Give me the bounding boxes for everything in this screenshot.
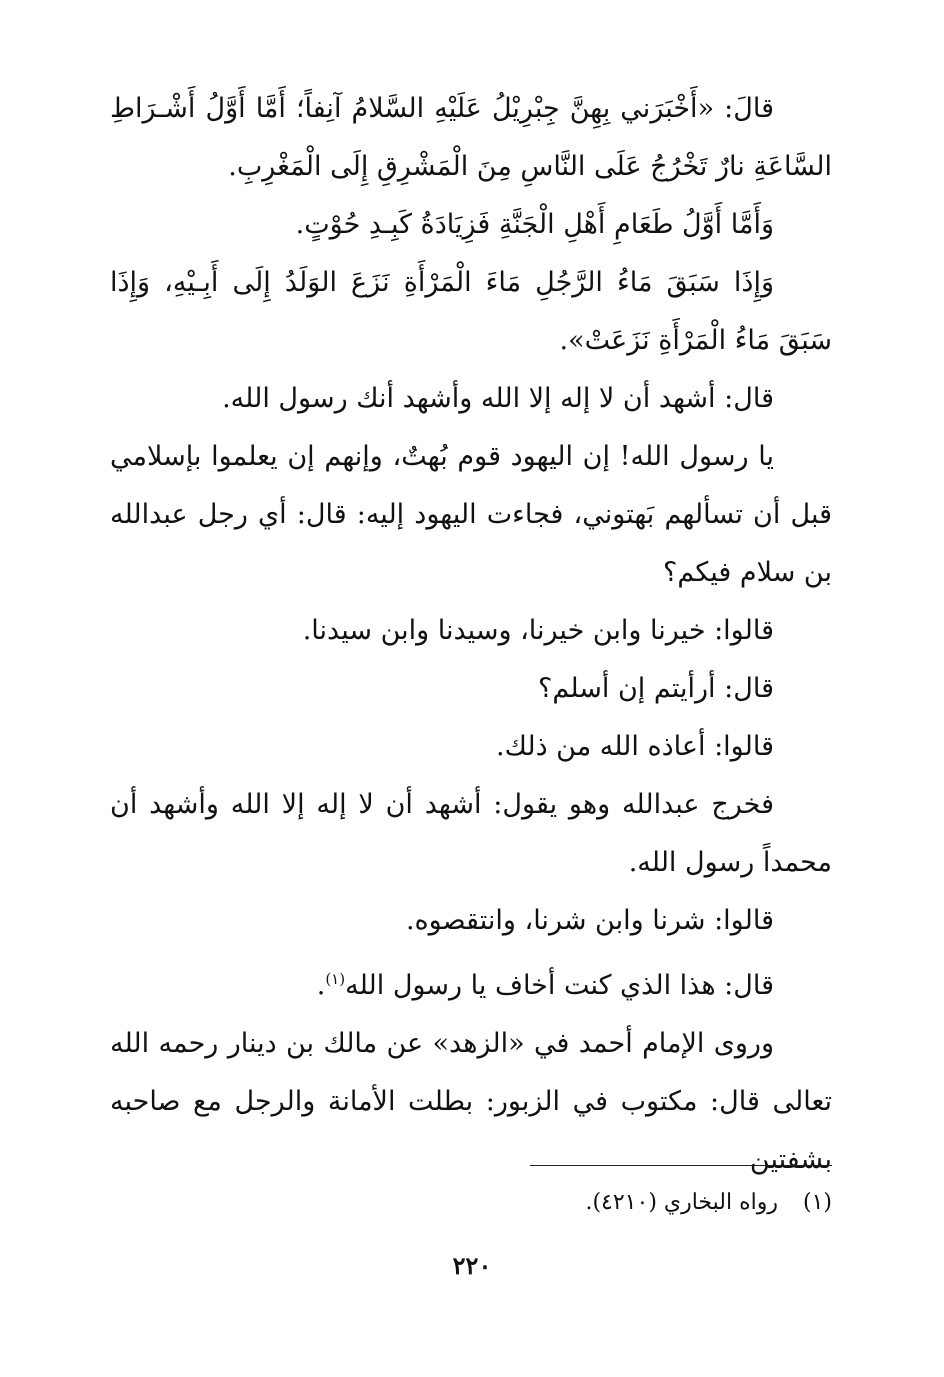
page-body <box>110 80 832 1189</box>
paragraph-abdullah-came-out: فخرج عبدالله وهو يقول: أشهد أن لا إله إلا الله وأشهد أن محمداً رسول الله. <box>110 789 832 878</box>
paragraph-they-said-best: قالوا: خيرنا وابن خيرنا، وسيدنا وابن سيدنا. <box>302 615 774 646</box>
paragraph-if-he-converts: قال: أرأيتم إن أسلم؟ <box>538 673 774 704</box>
paragraph-what-i-feared-text: قال: هذا الذي كنت أخاف يا رسول الله <box>345 970 774 1001</box>
footnote-text: رواه البخاري (٤٢١٠). <box>585 1190 778 1215</box>
paragraph-child-resemblance: وَإِذَا سَبَقَ مَاءُ الرَّجُلِ مَاءَ الْمَرْأَةِ نَزَعَ الوَلَدُ إِلَى أَبِـيْهِ، وَإِذَا سَبَقَ مَاءُ الْمَرْأَةِ نَزَعَتْ». <box>110 267 832 356</box>
footnote-number: (١) <box>802 1190 832 1215</box>
footnote-reference: (١) <box>325 970 346 988</box>
paragraph-food-of-paradise: وَأَمَّا أَوَّلُ طَعَامِ أَهْلِ الْجَنَّةِ فَزِيَادَةُ كَبِـدِ حُوْتٍ. <box>295 209 774 240</box>
paragraph-testimony: قال: أشهد أن لا إله إلا الله وأشهد أنك رسول الله. <box>222 383 774 414</box>
paragraph-jews-slander: يا رسول الله! إن اليهود قوم بُهتٌ، وإنهم إن يعلموا بإسلامي قبل أن تسألهم بَهتوني، فجاءت اليهود إليه: قال: أي رجل عبدالله بن سلام فيكم؟ <box>110 441 832 588</box>
paragraph-zuhd-narration: وروى الإمام أحمد في «الزهد» عن مالك بن دينار رحمه الله تعالى قال: مكتوب في الزبور: بطلت الأمانة والرجل مع صاحبه بشفتين <box>110 1028 832 1175</box>
footnote <box>110 1183 832 1223</box>
footnote-divider <box>530 1165 832 1166</box>
paragraph-hadith-opening: قالَ: «أَخْبَرَني بِهِنَّ جِبْرِيْلُ عَلَيْهِ السَّلامُ آنِفاً؛ أَمَّا أَوَّلُ أَشْـرَاطِ السَّاعَةِ نارٌ تَخْرُجُ عَلَى النَّاسِ مِنَ الْمَشْرِقِ إِلَى الْمَغْرِبِ. <box>110 93 832 182</box>
paragraph-they-said-worst: قالوا: شرنا وابن شرنا، وانتقصوه. <box>405 905 774 936</box>
paragraph-god-forbid: قالوا: أعاذه الله من ذلك. <box>496 731 774 762</box>
page-number: ٢٢٠ <box>452 1251 492 1280</box>
paragraph-what-i-feared: قال: هذا الذي كنت أخاف يا رسول الله$^{(١)}$. <box>316 970 774 1001</box>
